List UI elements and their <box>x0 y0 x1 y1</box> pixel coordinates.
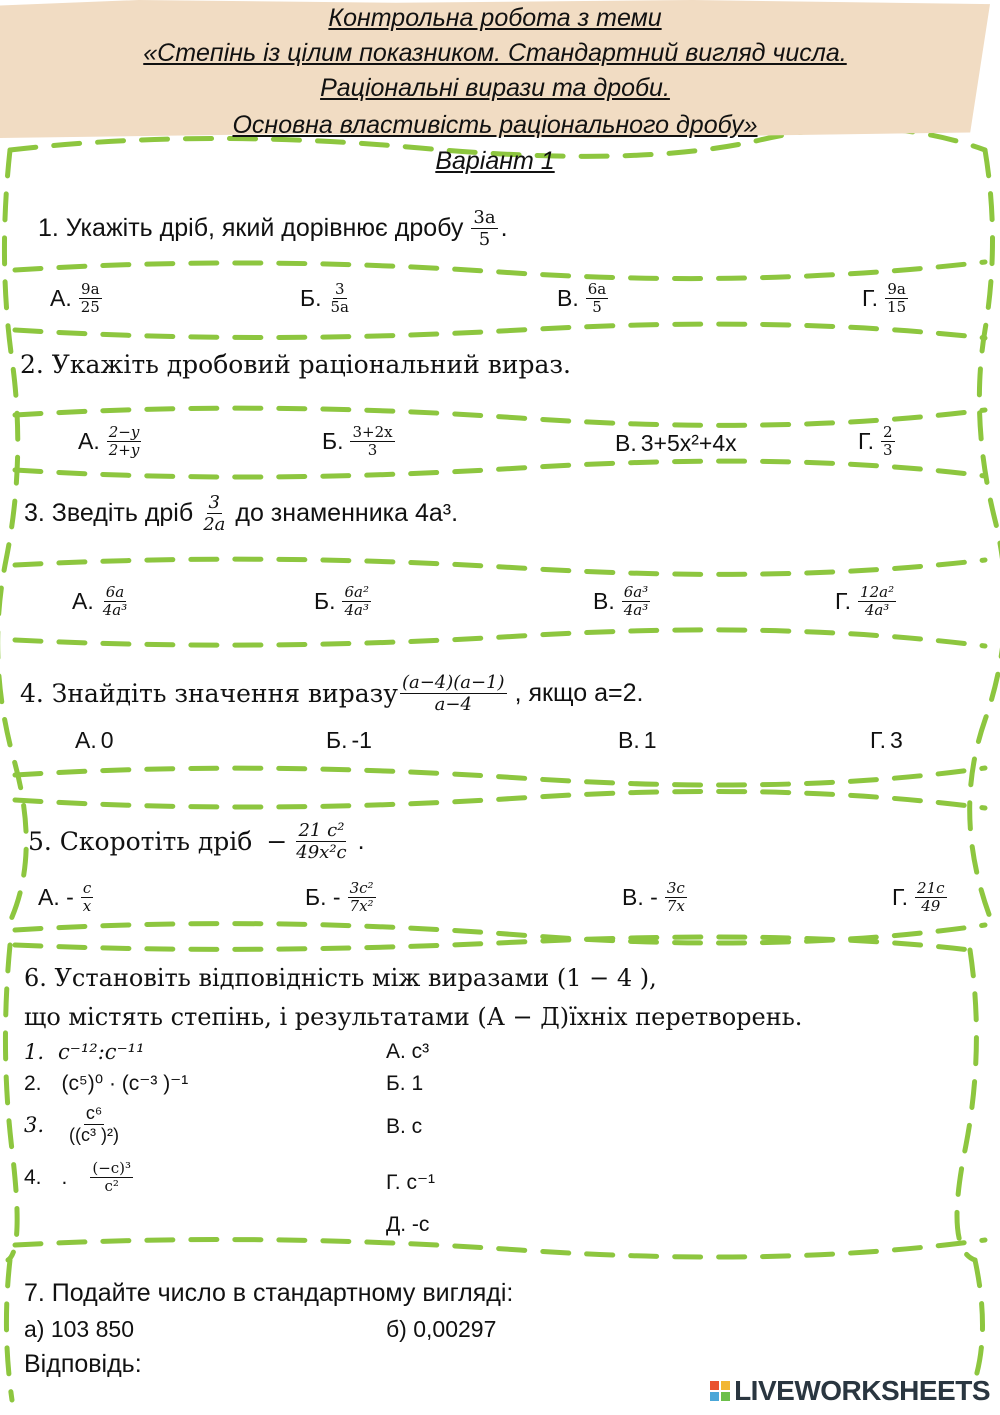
option-label: В. <box>615 430 637 456</box>
item-expression: c⁻¹²:c⁻¹¹ <box>58 1040 145 1064</box>
q2-option-a[interactable] <box>78 424 144 459</box>
item-number: 2. <box>24 1071 42 1095</box>
option-label: В. <box>593 588 615 614</box>
header-line-1: Контрольна робота з теми <box>328 4 662 32</box>
question-3-text-after: до знаменника 4a³. <box>235 499 459 527</box>
question-6-line-2: що містять степінь, і результатами (А − Д)їхніх перетворень. <box>24 1003 803 1031</box>
question-3-text: 3. Зведіть дріб <box>24 499 194 527</box>
q1-option-a[interactable] <box>50 281 105 316</box>
q6-answer-b: Б. 1 <box>386 1072 424 1095</box>
logo-icon <box>710 1381 730 1401</box>
option-label: В. <box>557 285 579 311</box>
item-number: 1. <box>24 1040 45 1064</box>
option-label: Б. - <box>305 884 341 910</box>
question-5 <box>28 820 365 863</box>
fraction-numerator: 3c² <box>349 879 374 897</box>
header-line-2: «Степінь із цілим показником. Стандартний вигляд числа. <box>143 39 847 67</box>
option-label: Б. <box>300 285 322 311</box>
option-value: -1 <box>351 727 372 753</box>
option-label: Г. <box>862 285 879 311</box>
item-prefix: . <box>61 1165 68 1189</box>
fraction-numerator: 2 <box>883 423 893 441</box>
q1-option-b[interactable] <box>300 281 354 316</box>
fraction-denominator: 49 <box>921 897 941 915</box>
q5-option-g[interactable] <box>892 880 950 915</box>
answer-label: Відповідь: <box>24 1350 142 1378</box>
question-1-end: . <box>500 214 508 242</box>
q7-part-a: а) 103 850 <box>24 1316 134 1342</box>
minus-sign: − <box>266 827 288 856</box>
header-line-3: Раціональні вирази та дроби. <box>320 74 670 102</box>
q3-option-g[interactable] <box>835 584 899 619</box>
q3-option-a[interactable] <box>72 584 132 619</box>
q6-answer-a: А. c³ <box>386 1040 430 1063</box>
variant-title: Варіант 1 <box>435 147 555 175</box>
item-number: 3. <box>24 1112 45 1137</box>
option-label: Г. <box>835 588 852 614</box>
q2-option-b[interactable] <box>322 424 398 459</box>
fraction-numerator: 2−y <box>108 423 140 441</box>
option-expression: 3+5x²+4x <box>640 430 737 456</box>
q1-option-g[interactable] <box>862 281 911 316</box>
fraction-numerator: 3 <box>334 280 345 298</box>
q4-option-v[interactable] <box>618 727 657 754</box>
q1-option-v[interactable] <box>557 281 611 316</box>
question-2-text: 2. Укажіть дробовий раціональний вираз. <box>20 350 571 379</box>
fraction-denominator: 2a <box>203 514 226 535</box>
fraction-numerator: c⁶ <box>85 1103 103 1123</box>
q7-part-b: б) 0,00297 <box>386 1316 497 1342</box>
question-4 <box>20 672 643 715</box>
q5-option-a[interactable] <box>38 880 96 915</box>
question-1-text: 1. Укажіть дріб, який дорівнює дробу <box>38 214 464 242</box>
q5-option-b[interactable] <box>305 880 379 915</box>
option-label: А. <box>78 428 100 454</box>
fraction-numerator: 12a² <box>860 583 895 601</box>
option-value: 3 <box>890 727 903 753</box>
answer-input-area[interactable] <box>175 1346 655 1380</box>
fraction-denominator: 5 <box>592 298 602 316</box>
q6-answer-g: Г. c⁻¹ <box>386 1171 436 1194</box>
item-expression: (c⁵)⁰ · (c⁻³ )⁻¹ <box>61 1072 189 1095</box>
option-label: Г. <box>858 428 875 454</box>
question-5-text: 5. Скоротіть дріб <box>28 827 253 856</box>
liveworksheets-logo <box>710 1375 990 1407</box>
option-label: В. <box>618 727 640 753</box>
fraction-numerator: (−c)³ <box>92 1159 132 1177</box>
option-label: А. - <box>38 884 74 910</box>
fraction-denominator: c² <box>104 1177 119 1195</box>
q6-answer-v: В. с <box>386 1115 423 1138</box>
question-1-fraction <box>471 207 497 250</box>
option-label: В. - <box>622 884 658 910</box>
fraction-numerator: 6a³ <box>623 583 649 601</box>
q4-option-a[interactable] <box>75 727 114 754</box>
question-5-end: . <box>357 827 365 855</box>
q6-item-3 <box>24 1103 124 1146</box>
fraction-numerator: 3+2x <box>352 423 393 441</box>
q2-option-g[interactable] <box>858 424 898 459</box>
fraction-denominator: 4a³ <box>623 601 649 619</box>
fraction-denominator: 49x²c <box>296 842 347 863</box>
fraction-numerator: 3 <box>208 492 220 513</box>
fraction-numerator: c <box>82 879 92 897</box>
q3-option-v[interactable] <box>593 584 653 619</box>
fraction-denominator: ((c³ )²) <box>69 1125 120 1145</box>
fraction-numerator: 3a <box>473 207 496 228</box>
item-number: 4. <box>24 1165 42 1189</box>
q6-answer-d: Д. -с <box>386 1213 430 1236</box>
fraction-numerator: 9a <box>887 280 906 298</box>
question-1 <box>38 207 508 250</box>
fraction-denominator: 5 <box>478 229 491 250</box>
fraction-numerator: 21 c² <box>298 820 345 841</box>
option-label: А. <box>50 285 72 311</box>
q4-option-b[interactable] <box>326 727 372 754</box>
option-value: 0 <box>100 727 114 753</box>
q4-option-g[interactable] <box>870 727 903 754</box>
question-6-line-1: 6. Установіть відповідність між виразами (1 − 4 ), <box>24 964 657 992</box>
option-label: А. <box>75 727 97 753</box>
question-4-text-after: , якщо а=2. <box>514 679 644 707</box>
option-value: 1 <box>643 727 657 753</box>
fraction-numerator: 21c <box>917 879 945 897</box>
q6-item-1 <box>24 1040 145 1064</box>
question-4-text: 4. Знайдіть значення виразу <box>20 679 398 708</box>
fraction-denominator: a−4 <box>434 694 472 715</box>
fraction-numerator: 3c <box>666 879 685 897</box>
option-label: Г. <box>892 884 909 910</box>
fraction-numerator: (a−4)(a−1) <box>401 672 505 693</box>
fraction-denominator: 3 <box>883 441 893 459</box>
fraction-denominator: 2+y <box>108 441 140 459</box>
fraction-denominator: 25 <box>80 298 100 316</box>
q6-item-2 <box>24 1071 188 1096</box>
fraction-denominator: 4a³ <box>102 601 128 619</box>
question-3 <box>24 492 458 535</box>
fraction-denominator: 7x² <box>349 897 374 915</box>
q6-item-4 <box>24 1160 136 1195</box>
q2-option-v[interactable] <box>615 430 737 457</box>
q5-option-v[interactable] <box>622 880 690 915</box>
header-line-4: Основна властивість раціонального дробу» <box>232 111 758 139</box>
fraction-denominator: 7x <box>666 897 685 915</box>
fraction-denominator: 5a <box>330 298 349 316</box>
fraction-numerator: 6a <box>587 280 607 298</box>
fraction-numerator: 9a <box>81 280 100 298</box>
fraction-numerator: 6a <box>105 583 125 601</box>
q3-option-b[interactable] <box>314 584 374 619</box>
fraction-numerator: 6a² <box>344 583 369 601</box>
option-label: Б. <box>314 588 336 614</box>
fraction-denominator: 4a³ <box>344 601 369 619</box>
logo-text: LIVEWORKSHEETS <box>734 1375 990 1406</box>
fraction-denominator: 15 <box>887 298 907 316</box>
fraction-denominator: x <box>82 897 92 915</box>
fraction-denominator: 3 <box>367 441 378 459</box>
question-7-text: 7. Подайте число в стандартному вигляді: <box>24 1279 514 1307</box>
option-label: А. <box>72 588 94 614</box>
option-label: Б. <box>326 727 348 753</box>
option-label: Г. <box>870 727 887 753</box>
option-label: Б. <box>322 428 344 454</box>
fraction-denominator: 4a³ <box>864 601 890 619</box>
